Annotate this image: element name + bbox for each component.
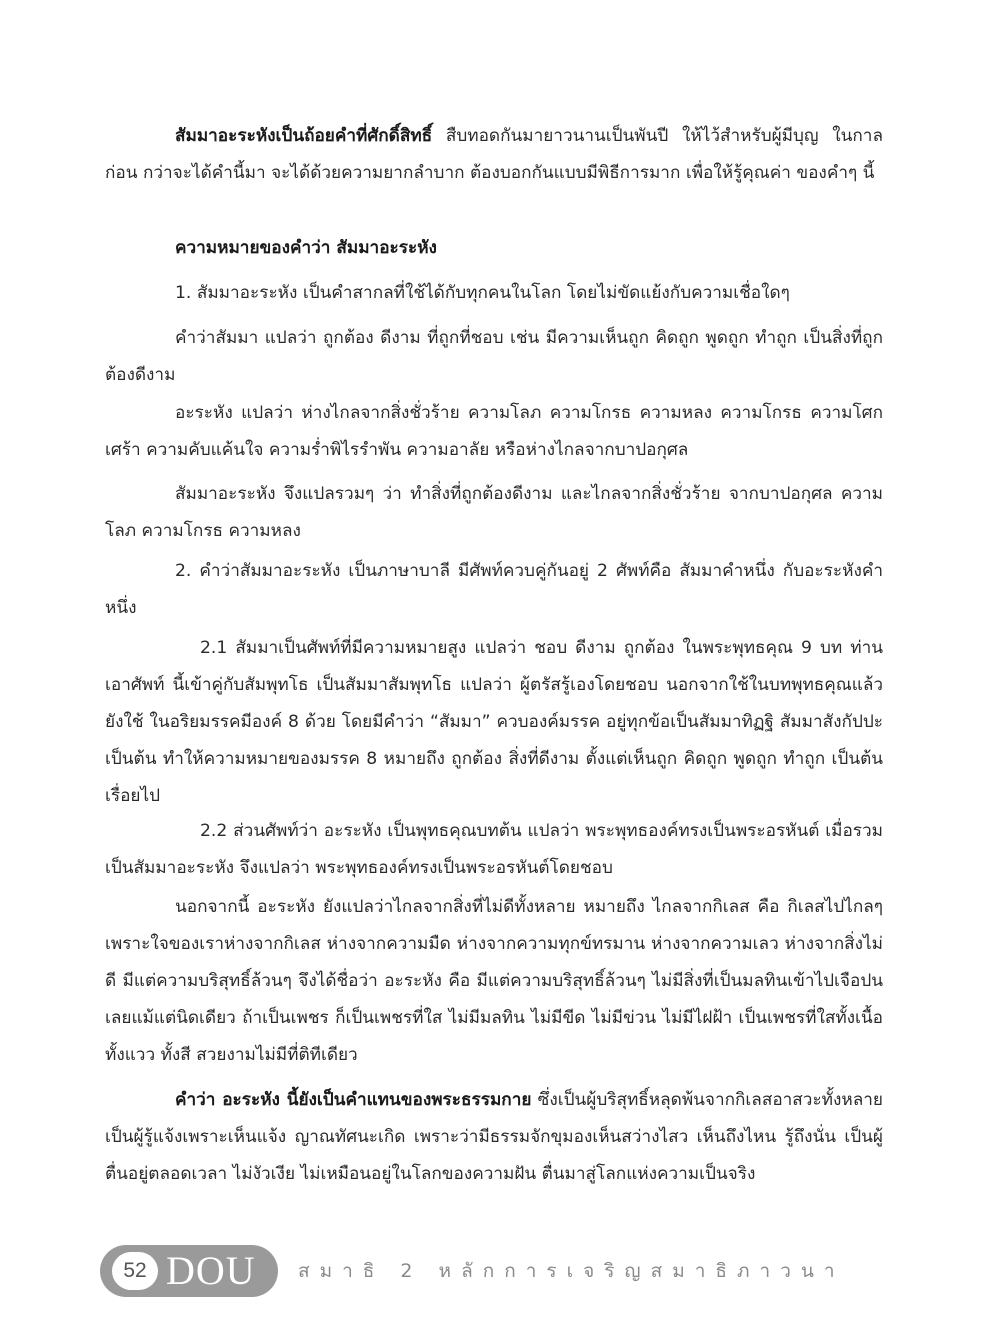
- page-footer: [100, 1245, 920, 1297]
- course-title: สมาธิ 2 หลักการเจริญสมาธิภาวนา: [298, 1260, 845, 1282]
- paragraph-point-2-2: 2.2 ส่วนศัพท์ว่า อะระหัง เป็นพุทธคุณบทต้น แปลว่า พระพุทธองค์ทรงเป็นพระอรหันต์ เมื่อรวมเป็นสัมมาอะระหัง จึงแปลว่า พระพุทธองค์ทรงเป็นพระอรหันต์โดยชอบ: [105, 821, 883, 878]
- paragraph-point-1: 1. สัมมาอะระหัง เป็นคำสากลที่ใช้ได้กับทุกคนในโลก โดยไม่ขัดแย้งกับความเชื่อใดๆ: [175, 283, 790, 303]
- page-number: 52: [112, 1252, 158, 1290]
- footer-badge: [100, 1245, 278, 1297]
- paragraph-beyond: นอกจากนี้ อะระหัง ยังแปลว่าไกลจากสิ่งที่ไม่ดีทั้งหลาย หมายถึง ไกลจากกิเลส คือ กิเลสไปไกลๆ เพราะใจของเราห่างจากกิเลส ห่างจากความมืด ห่างจากความทุกข์ทรมาน ห่างจากความเลว ห่างจากสิ่งไม่ดี มีแต่ความบริสุทธิ์ล้วนๆ จึงได้ชื่อว่า อะระหัง คือ มีแต่ความบริสุทธิ์ล้วนๆ ไม่มีสิ่งที่เป็นมลทินเข้าไปเจือปนเลยแม้แต่นิดเดียว ถ้าเป็นเพชร ก็เป็นเพชรที่ใส ไม่มีมลทิน ไม่มีขีด ไม่มีข่วน ไม่มีไฝฝ้า เป็นเพชรที่ใสทั้งเนื้อทั้งแวว ทั้งสี สวยงามไม่มีที่ติทีเดียว: [105, 897, 883, 1065]
- paragraph-intro-bold: สัมมาอะระหังเป็นถ้อยคำที่ศักดิ์สิทธิ์: [175, 126, 433, 146]
- section-heading: ความหมายของคำว่า สัมมาอะระหัง: [175, 238, 437, 258]
- paragraph-dhammakaya: [105, 1082, 883, 1193]
- brand-logo: DOU: [166, 1248, 256, 1293]
- paragraph-intro-text: สืบทอดกันมายาวนานเป็นพันปี ให้ไว้สำหรับผู้มีบุญ ในกาลก่อน กว่าจะได้คำนี้มา จะได้ด้วยความยากลำบาก ต้องบอกกันแบบมีพิธีการมาก เพื่อให้รู้คุณค่า ของคำๆ นี้: [105, 126, 883, 183]
- paragraph-samma: คำว่าสัมมา แปลว่า ถูกต้อง ดีงาม ที่ถูกที่ชอบ เช่น มีความเห็นถูก คิดถูก พูดถูก ทำถูก เป็นสิ่งที่ถูกต้องดีงาม: [105, 328, 883, 385]
- paragraph-point-2: 2. คำว่าสัมมาอะระหัง เป็นภาษาบาลี มีศัพท์ควบคู่กันอยู่ 2 ศัพท์คือ สัมมาคำหนึ่ง กับอะระหังคำหนึ่ง: [105, 561, 883, 618]
- paragraph-point-2-1: 2.1 สัมมาเป็นศัพท์ที่มีความหมายสูง แปลว่า ชอบ ดีงาม ถูกต้อง ในพระพุทธคุณ 9 บท ท่านเอาศัพท์ นี้เข้าคู่กับสัมพุทโธ เป็นสัมมาสัมพุทโธ แปลว่า ผู้ตรัสรู้เองโดยชอบ นอกจากใช้ในบทพุทธคุณแล้วยังใช้ ในอริยมรรคมีองค์ 8 ด้วย โดยมีคำว่า “สัมมา” ควบองค์มรรค อยู่ทุกข้อเป็นสัมมาทิฏฐิ สัมมาสังกัปปะ เป็นต้น ทำให้ความหมายของมรรค 8 หมายถึง ถูกต้อง สิ่งที่ดีงาม ตั้งแต่เห็นถูก คิดถูก พูดถูก ทำถูก เป็นต้นเรื่อยไป: [105, 638, 883, 806]
- paragraph-dhammakaya-bold: คำว่า อะระหัง นี้ยังเป็นคำแทนของพระธรรมกาย: [175, 1090, 532, 1110]
- paragraph-intro: [105, 118, 883, 192]
- paragraph-summary: สัมมาอะระหัง จึงแปลรวมๆ ว่า ทำสิ่งที่ถูกต้องดีงาม และไกลจากสิ่งชั่วร้าย จากบาปอกุศล ความโลภ ความโกรธ ความหลง: [105, 484, 883, 541]
- page-body: [105, 0, 883, 1333]
- paragraph-araham: อะระหัง แปลว่า ห่างไกลจากสิ่งชั่วร้าย ความโลภ ความโกรธ ความหลง ความโกรธ ความโศกเศร้า ความคับแค้นใจ ความร่ำพิไรรำพัน ความอาลัย หรือห่างไกลจากบาปอกุศล: [105, 403, 883, 460]
- paragraph-dhammakaya-text: ซึ่งเป็นผู้บริสุทธิ์หลุดพ้นจากกิเลสอาสวะทั้งหลาย เป็นผู้รู้แจ้งเพราะเห็นแจ้ง ญาณทัศนะเกิด เพราะว่ามีธรรมจักขุมองเห็นสว่างไสว เห็นถึงไหน รู้ถึงนั่น เป็นผู้ตื่นอยู่ตลอดเวลา ไม่งัวเงีย ไม่เหมือนอยู่ในโลกของความฝัน ตื่นมาสู่โลกแห่งความเป็นจริง: [105, 1090, 883, 1184]
